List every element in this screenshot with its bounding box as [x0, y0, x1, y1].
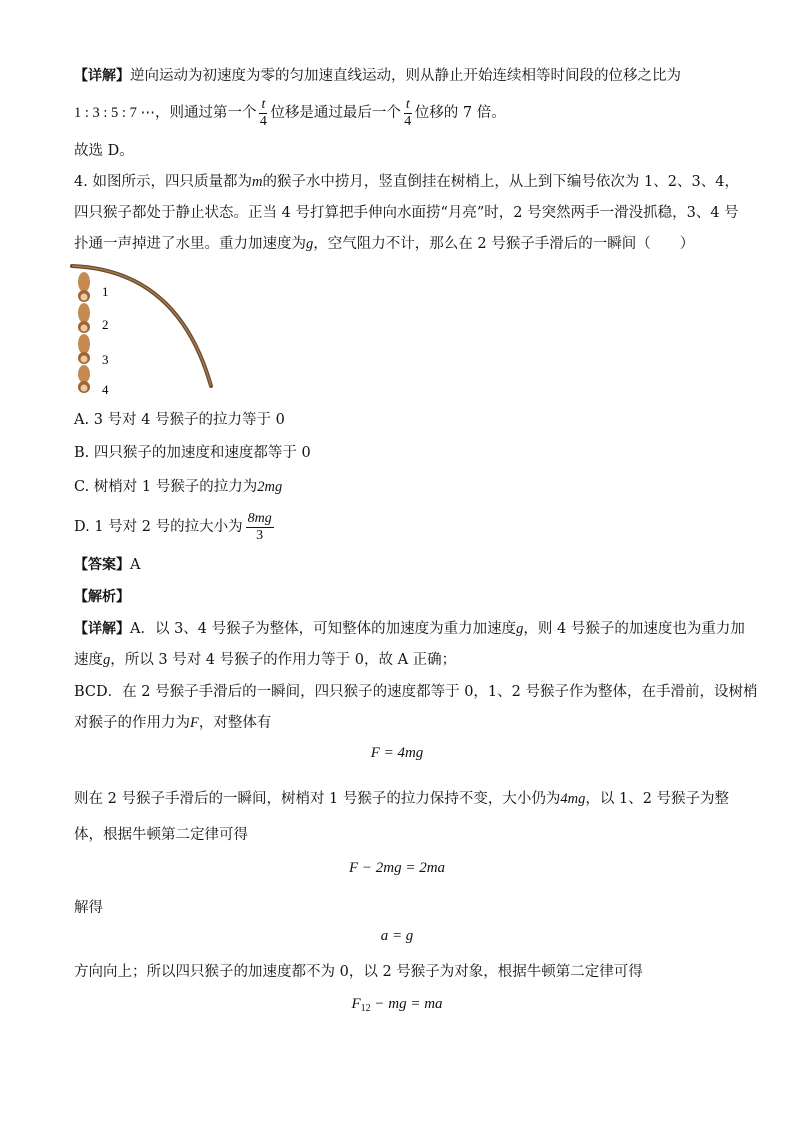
equation-3: a = g [380, 928, 414, 944]
text: 则在 2 号猴子手滑后的一瞬间，树梢对 1 号猴子的拉力保持不变，大小仍为 [74, 791, 561, 807]
frac-num: t [405, 96, 410, 112]
option-c [74, 477, 282, 497]
math-4mg: 4mg [560, 791, 586, 807]
detail-tag: 【详解】 [74, 68, 130, 84]
label-2: 2 [102, 317, 109, 332]
analysis-line-3: BCD．在 2 号猴子手滑后的一瞬间，四只猴子的速度都等于 0，1、2 号猴子作为整体，在手滑前，设树梢 [74, 684, 758, 700]
text: 扑通一声掉进了水里。重力加速度为 [74, 236, 306, 252]
math-F: F [351, 996, 361, 1012]
monkeys-figure [68, 260, 218, 400]
option-a: A. 3 号对 4 号猴子的拉力等于 0 [74, 412, 285, 428]
frac-den: 3 [256, 527, 264, 543]
text: C. 树梢对 1 号猴子的拉力为 [74, 479, 258, 495]
math-g: g [516, 621, 524, 637]
equation-rest: − mg = ma [370, 996, 443, 1012]
text: 4. 如图所示，四只质量都为 [74, 174, 252, 190]
text: 的猴子水中捞月，竖直倒挂在树梢上，从上到下编号依次为 1、2、3、4， [262, 174, 739, 190]
analysis-tag: 【解析】 [74, 589, 130, 605]
subscript-12: 12 [360, 1003, 371, 1014]
math-m: m [251, 174, 263, 190]
question-line-2: 四只猴子都处于静止状态。正当 4 号打算把手伸向水面捞“月亮”时，2 号突然两手一滑没抓稳，3、4 号 [74, 205, 739, 221]
frac-den: 4 [259, 113, 267, 129]
equation-4 [0, 996, 794, 1014]
detail-paragraph-1 [74, 66, 681, 86]
monkey-1 [78, 272, 90, 302]
answer-tag: 【答案】 [74, 557, 130, 573]
text: ，对整体有 [198, 715, 272, 731]
text: ，则通过第一个 [154, 105, 257, 121]
analysis-line-8: 方向向上；所以四只猴子的加速度都不为 0，以 2 号猴子为对象，根据牛顿第二定律可得 [74, 964, 643, 980]
tree-branch [72, 266, 211, 386]
question-line-3 [74, 234, 694, 254]
analysis-line-4 [74, 713, 271, 733]
fraction-t-over-4 [259, 97, 267, 130]
fraction-8mg-over-3 [246, 511, 274, 544]
text: 速度 [74, 652, 103, 668]
ratio-line [74, 96, 506, 130]
text: ，空气阻力不计，那么在 2 号猴子手滑后的一瞬间（ ） [313, 236, 695, 252]
math-F: F [190, 715, 199, 731]
answer-value: A [130, 557, 141, 573]
frac-den: 4 [404, 113, 412, 129]
label-3: 3 [102, 352, 109, 367]
analysis-line-6: 体，根据牛顿第二定律可得 [74, 827, 248, 843]
option-d [74, 510, 277, 544]
ratio: 1 : 3 : 5 : 7 ⋯ [74, 105, 155, 121]
fraction-t-over-4 [404, 97, 412, 130]
analysis-line-7: 解得 [74, 900, 103, 916]
monkey-4 [78, 365, 90, 393]
text: D. 1 号对 2 号的拉大小为 [74, 519, 243, 535]
equation-2: F − 2mg = 2ma [348, 860, 446, 876]
text: 位移是通过最后一个 [270, 105, 401, 121]
choose-line: 故选 D。 [74, 143, 134, 159]
equation-1: F = 4mg [370, 745, 424, 761]
text: ，以 1、2 号猴子为整 [585, 791, 730, 807]
analysis-line-1 [74, 619, 745, 639]
text: ，所以 3 号对 4 号猴子的作用力等于 0，故 A 正确； [110, 652, 457, 668]
analysis-line-2 [74, 650, 456, 670]
detail-tag: 【详解】 [74, 621, 130, 637]
analysis-tag-line [74, 587, 130, 607]
monkey-3 [78, 334, 90, 364]
math-g: g [103, 652, 111, 668]
text: 逆向运动为初速度为零的匀加速直线运动，则从静止开始连续相等时间段的位移之比为 [130, 68, 681, 84]
question-line-1 [74, 172, 739, 192]
option-b: B. 四只猴子的加速度和速度都等于 0 [74, 445, 311, 461]
label-4: 4 [102, 382, 109, 397]
text: A．以 3、4 号猴子为整体，可知整体的加速度为重力加速度 [130, 621, 517, 637]
text: ，则 4 号猴子的加速度也为重力加 [523, 621, 745, 637]
monkey-2 [78, 303, 90, 333]
math-g: g [306, 236, 314, 252]
label-1: 1 [102, 284, 109, 299]
text: 位移的 7 倍。 [414, 105, 506, 121]
analysis-line-5 [74, 789, 729, 809]
frac-num: 8mg [247, 510, 272, 526]
math-2mg: 2mg [257, 479, 283, 495]
frac-num: t [261, 96, 266, 112]
text: 对猴子的作用力为 [74, 715, 190, 731]
answer-line [74, 555, 140, 575]
